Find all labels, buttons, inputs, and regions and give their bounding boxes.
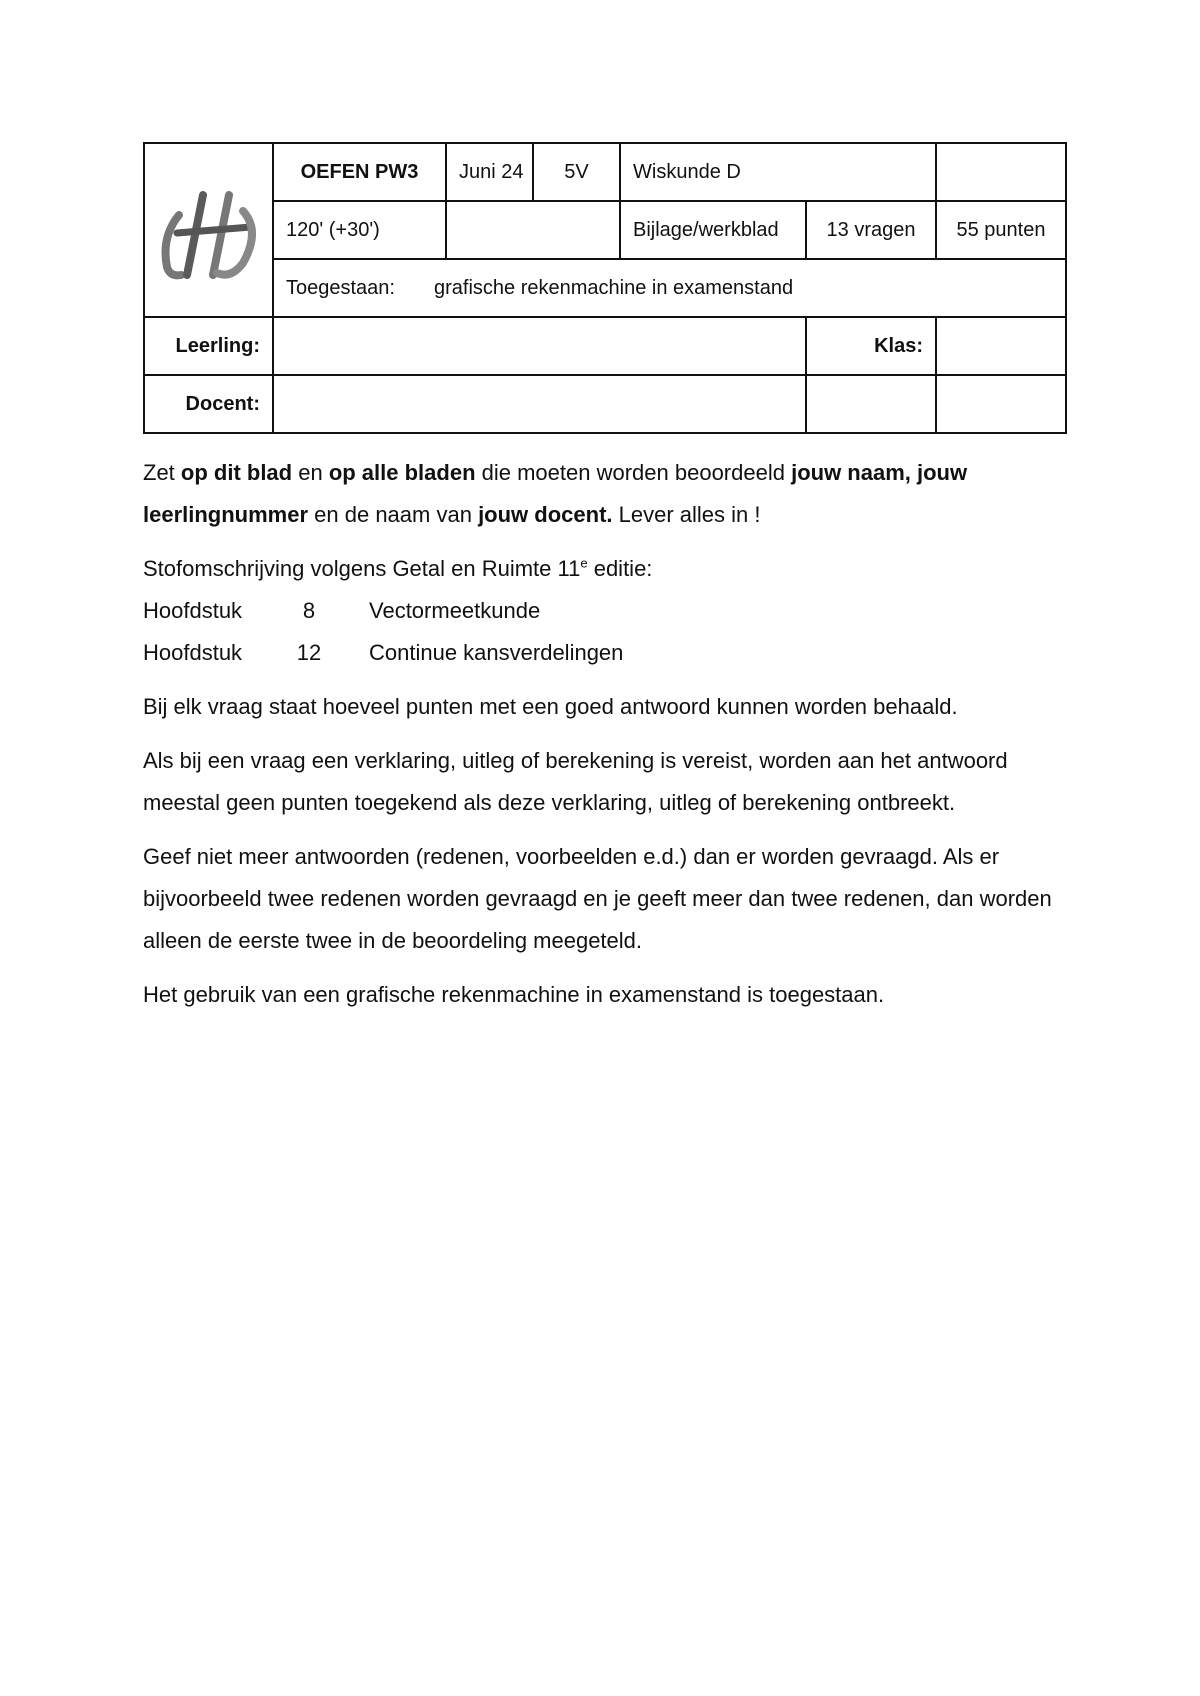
calculator-note: Het gebruik van een grafische rekenmachine in examenstand is toegestaan. (143, 982, 885, 1007)
points-note: Bij elk vraag staat hoeveel punten met een goed antwoord kunnen worden behaald. (143, 694, 958, 719)
school-logo (144, 143, 273, 317)
bold-segment: jouw naam, jouw leerlingnummer (143, 460, 968, 527)
allowed-label: Toegestaan: (286, 276, 395, 299)
teacher-field[interactable] (273, 375, 806, 433)
chapter-number: 12 (296, 640, 322, 665)
instruction-paragraph (143, 452, 1083, 536)
attachment: Bijlage/werkblad (620, 201, 806, 259)
exam-month: Juni 24 (446, 143, 533, 201)
exam-title: OEFEN PW3 (273, 143, 446, 201)
question-count: 13 vragen (806, 201, 936, 259)
empty-cell (936, 143, 1066, 201)
chapter-row (143, 632, 1083, 674)
scope-text: Stofomschrijving volgens Getal en Ruimte 11 (143, 556, 581, 581)
duration: 120' (+30') (273, 201, 446, 259)
scope-superscript: e (580, 555, 588, 571)
chapter-title: Continue kansverdelingen (369, 640, 624, 665)
text-segment: en (292, 460, 329, 485)
student-label: Leerling: (144, 317, 273, 375)
text-segment: Lever alles in ! (612, 502, 761, 527)
exam-header-table (143, 142, 1067, 434)
chapter-number: 8 (302, 598, 316, 623)
empty-cell (936, 375, 1066, 433)
bold-segment: jouw docent. (478, 502, 613, 527)
chapter-row (143, 590, 1083, 632)
explanation-note: Als bij een vraag een verklaring, uitleg of berekening is vereist, worden aan het antwoord meestal geen punten toegekend als deze verklaring, uitleg of berekening ontbreekt. (143, 748, 1008, 815)
scope-text-end: editie: (587, 556, 653, 581)
bold-segment: op alle bladen (328, 460, 476, 485)
allowed-value: grafische rekenmachine in examenstand (434, 276, 794, 299)
class-label: Klas: (806, 317, 936, 375)
chapter-title: Vectormeetkunde (369, 598, 541, 623)
text-segment: Zet (143, 460, 181, 485)
student-field[interactable] (273, 317, 806, 375)
total-points: 55 punten (936, 201, 1066, 259)
chapter-label: Hoofdstuk (143, 598, 243, 623)
chapter-label: Hoofdstuk (143, 640, 243, 665)
text-segment: die moeten worden beoordeeld (475, 460, 792, 485)
allowed-row (273, 259, 1066, 317)
class-level: 5V (533, 143, 620, 201)
empty-cell (446, 201, 620, 259)
class-field[interactable] (936, 317, 1066, 375)
answers-note: Geef niet meer antwoorden (redenen, voorbeelden e.d.) dan er worden gevraagd. Als er bijvoorbeeld twee redenen worden gevraagd en je geeft meer dan twee redenen, dan worden alleen de eerste twee in de beoordeling meegeteld. (143, 844, 1052, 953)
text-segment: en de naam van (308, 502, 479, 527)
school-logo-icon (157, 167, 261, 287)
empty-cell (806, 375, 936, 433)
subject: Wiskunde D (620, 143, 936, 201)
teacher-label: Docent: (144, 375, 273, 433)
bold-segment: op dit blad (180, 460, 293, 485)
scope-line (143, 548, 1083, 590)
instructions (143, 452, 1083, 1028)
